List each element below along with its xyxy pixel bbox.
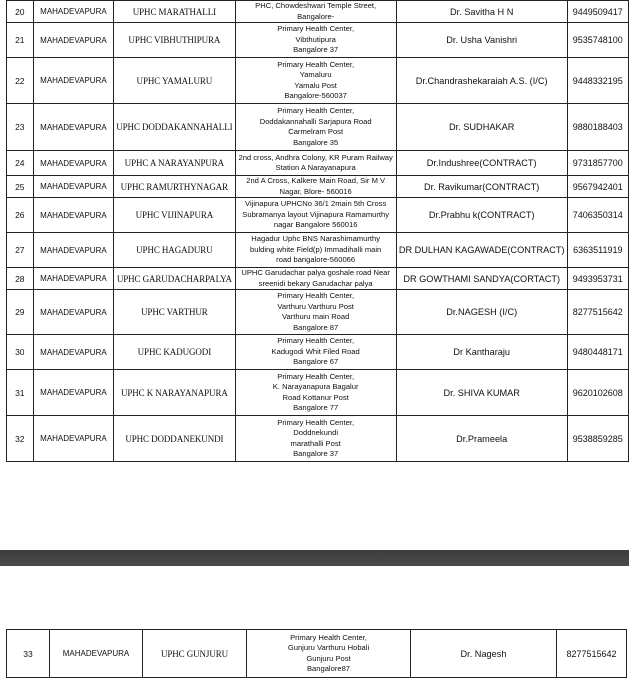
serial-number-cell: 30 bbox=[7, 335, 34, 370]
table-row bbox=[7, 58, 629, 104]
serial-number-cell: 33 bbox=[7, 630, 50, 678]
table-row bbox=[7, 23, 629, 58]
phone-number-cell: 8277515642 bbox=[557, 630, 627, 678]
center-name-cell: UPHC RAMURTHYNAGAR bbox=[114, 176, 235, 198]
table-row bbox=[7, 290, 629, 335]
serial-number-cell: 29 bbox=[7, 290, 34, 335]
address-line: Gunjuru Varthuru Hobali bbox=[287, 643, 370, 652]
health-centers-table bbox=[6, 0, 629, 462]
address-line: Varthuru Varthuru Post bbox=[277, 301, 354, 311]
phone-number-cell: 9880188403 bbox=[567, 104, 628, 151]
address-line: Bangalore 37 bbox=[293, 449, 339, 458]
address-line: Carmelram Post bbox=[288, 127, 344, 136]
address-line: Primary Health Center, bbox=[277, 24, 355, 34]
table-row bbox=[7, 1, 629, 23]
phone-number-cell: 9538859285 bbox=[567, 416, 628, 462]
address-cell bbox=[235, 1, 396, 23]
center-name-cell: UPHC KADUGODI bbox=[114, 335, 235, 370]
doctor-name-cell: Dr.Chandrashekaraiah A.S. (I/C) bbox=[396, 58, 567, 104]
center-name-cell: UPHC VIBHUTHIPURA bbox=[114, 23, 235, 58]
doctor-name-cell: Dr.Prabhu k(CONTRACT) bbox=[396, 198, 567, 233]
address-line: Hagadur Uphc BNS Narashimamurthy bbox=[251, 234, 381, 244]
doctor-name-cell: Dr. Ravikumar(CONTRACT) bbox=[396, 176, 567, 198]
center-name-cell: UPHC VIJINAPURA bbox=[114, 198, 235, 233]
phone-number-cell: 7406350314 bbox=[567, 198, 628, 233]
serial-number-cell: 22 bbox=[7, 58, 34, 104]
serial-number-cell: 20 bbox=[7, 1, 34, 23]
address-line: Bangalore- bbox=[297, 11, 335, 21]
address-cell bbox=[235, 58, 396, 104]
address-line: Bangalore 37 bbox=[293, 45, 339, 55]
doctor-name-cell: Dr. SHIVA KUMAR bbox=[396, 370, 567, 416]
doctor-name-cell: DR GOWTHAMI SANDYA(CORTACT) bbox=[396, 268, 567, 290]
zone-cell: MAHADEVAPURA bbox=[33, 233, 114, 268]
zone-cell: MAHADEVAPURA bbox=[33, 58, 114, 104]
address-line: Yamaluru bbox=[299, 70, 332, 79]
center-name-cell: UPHC DODDAKANNAHALLI bbox=[114, 104, 235, 151]
doctor-name-cell: Dr. SUDHAKAR bbox=[396, 104, 567, 151]
address-line: Primary Health Center, bbox=[277, 371, 355, 381]
zone-cell: MAHADEVAPURA bbox=[33, 104, 114, 151]
zone-cell: MAHADEVAPURA bbox=[33, 1, 114, 23]
table-row bbox=[7, 416, 629, 462]
address-cell bbox=[235, 233, 396, 268]
phone-number-cell: 9448332195 bbox=[567, 58, 628, 104]
health-centers-table-continued bbox=[6, 629, 627, 678]
phone-number-cell: 8277515642 bbox=[567, 290, 628, 335]
page-break-divider bbox=[0, 550, 629, 566]
address-line: Doddakannahalli Sarjapura Road bbox=[259, 116, 372, 126]
serial-number-cell: 32 bbox=[7, 416, 34, 462]
address-line: Station A Narayanapura bbox=[275, 163, 356, 172]
address-line: Bangalore 87 bbox=[293, 322, 339, 332]
zone-cell: MAHADEVAPURA bbox=[33, 370, 114, 416]
address-line: Bangalore-560037 bbox=[284, 91, 347, 100]
doctor-name-cell: DR DULHAN KAGAWADE(CONTRACT) bbox=[396, 233, 567, 268]
address-cell bbox=[235, 151, 396, 176]
table-row bbox=[7, 151, 629, 176]
address-line: Subramanya layout Vijinapura Ramamurthy bbox=[242, 209, 390, 219]
doctor-name-cell: Dr.NAGESH (I/C) bbox=[396, 290, 567, 335]
center-name-cell: UPHC HAGADURU bbox=[114, 233, 235, 268]
address-line: Primary Health Center, bbox=[277, 417, 355, 427]
serial-number-cell: 25 bbox=[7, 176, 34, 198]
table-row bbox=[7, 233, 629, 268]
table-row bbox=[7, 630, 627, 678]
address-cell bbox=[235, 370, 396, 416]
address-cell bbox=[235, 290, 396, 335]
phone-number-cell: 9620102608 bbox=[567, 370, 628, 416]
zone-cell: MAHADEVAPURA bbox=[33, 23, 114, 58]
doctor-name-cell: Dr. Usha Vanishri bbox=[396, 23, 567, 58]
address-line: PHC, Chowdeshwari Temple Street, bbox=[255, 1, 377, 10]
serial-number-cell: 23 bbox=[7, 104, 34, 151]
address-line: Bangalore 35 bbox=[293, 137, 339, 147]
center-name-cell: UPHC MARATHALLI bbox=[114, 1, 235, 23]
phone-number-cell: 9731857700 bbox=[567, 151, 628, 176]
zone-cell: MAHADEVAPURA bbox=[33, 416, 114, 462]
address-line: Varthuru main Road bbox=[281, 312, 350, 321]
address-line: 2nd A Cross, Kalkere Main Road, Sir M V bbox=[246, 176, 386, 185]
address-line: bulding white Field(p) Immadihalli main bbox=[250, 244, 382, 254]
center-name-cell: UPHC VARTHUR bbox=[114, 290, 235, 335]
center-name-cell: UPHC K NARAYANAPURA bbox=[114, 370, 235, 416]
center-name-cell: UPHC A NARAYANPURA bbox=[114, 151, 235, 176]
address-line: Primary Health Center, bbox=[277, 59, 355, 69]
address-line: Gunjuru Post bbox=[306, 653, 351, 663]
address-line: nagar Bangalore 560016 bbox=[273, 220, 358, 230]
phone-number-cell: 9449509417 bbox=[567, 1, 628, 23]
address-cell bbox=[235, 198, 396, 233]
table-row bbox=[7, 176, 629, 198]
address-line: Kadugodi Whit Filed Road bbox=[271, 346, 360, 356]
address-line: UPHC Garudachar palya goshale road Near bbox=[241, 268, 390, 277]
zone-cell: MAHADEVAPURA bbox=[33, 198, 114, 233]
phone-number-cell: 6363511919 bbox=[567, 233, 628, 268]
address-line: 2nd cross, Andhra Colony, KR Puram Railway bbox=[238, 152, 393, 162]
zone-cell: MAHADEVAPURA bbox=[50, 630, 143, 678]
doctor-name-cell: Dr. Savitha H N bbox=[396, 1, 567, 23]
address-line: Nagar, Blore- 560016 bbox=[279, 186, 352, 196]
zone-cell: MAHADEVAPURA bbox=[33, 176, 114, 198]
phone-number-cell: 9480448171 bbox=[567, 335, 628, 370]
zone-cell: MAHADEVAPURA bbox=[33, 335, 114, 370]
address-line: Primary Health Center, bbox=[277, 336, 355, 346]
document-page-2 bbox=[0, 566, 629, 680]
table-row bbox=[7, 268, 629, 290]
address-cell bbox=[247, 630, 411, 678]
address-line: Bangalore 67 bbox=[293, 357, 339, 367]
serial-number-cell: 28 bbox=[7, 268, 34, 290]
address-line: Vijinapura UPHCNo 36/1 2main 5th Cross bbox=[245, 199, 387, 209]
address-line: Bangalore87 bbox=[306, 664, 351, 673]
address-cell bbox=[235, 268, 396, 290]
address-cell bbox=[235, 23, 396, 58]
address-cell bbox=[235, 104, 396, 151]
table-row bbox=[7, 104, 629, 151]
address-line: Vibthutipura bbox=[295, 34, 336, 44]
doctor-name-cell: Dr.Indushree(CONTRACT) bbox=[396, 151, 567, 176]
address-line: K. Narayanapura Bagalur bbox=[272, 382, 359, 391]
serial-number-cell: 31 bbox=[7, 370, 34, 416]
phone-number-cell: 9567942401 bbox=[567, 176, 628, 198]
center-name-cell: UPHC GARUDACHARPALYA bbox=[114, 268, 235, 290]
address-line: Primary Health Center, bbox=[290, 632, 367, 642]
serial-number-cell: 26 bbox=[7, 198, 34, 233]
center-name-cell: UPHC YAMALURU bbox=[114, 58, 235, 104]
table-row bbox=[7, 198, 629, 233]
address-cell bbox=[235, 335, 396, 370]
center-name-cell: UPHC DODDANEKUNDI bbox=[114, 416, 235, 462]
zone-cell: MAHADEVAPURA bbox=[33, 290, 114, 335]
doctor-name-cell: Dr Kantharaju bbox=[396, 335, 567, 370]
zone-cell: MAHADEVAPURA bbox=[33, 151, 114, 176]
table-row bbox=[7, 370, 629, 416]
doctor-name-cell: Dr. Nagesh bbox=[411, 630, 557, 678]
address-line: Primary Health Center, bbox=[277, 291, 355, 300]
address-line: road bangalore-560066 bbox=[276, 255, 356, 265]
address-line: Yamalu Post bbox=[294, 80, 337, 90]
address-line: Road Kottanur Post bbox=[282, 392, 349, 402]
address-line: sreenidi bekary Garudachar palya bbox=[258, 278, 373, 288]
doctor-name-cell: Dr.Prameela bbox=[396, 416, 567, 462]
phone-number-cell: 9493953731 bbox=[567, 268, 628, 290]
zone-cell: MAHADEVAPURA bbox=[33, 268, 114, 290]
serial-number-cell: 27 bbox=[7, 233, 34, 268]
serial-number-cell: 21 bbox=[7, 23, 34, 58]
address-cell bbox=[235, 416, 396, 462]
phone-number-cell: 9535748100 bbox=[567, 23, 628, 58]
address-cell bbox=[235, 176, 396, 198]
table-row bbox=[7, 335, 629, 370]
address-line: Doddnekundi bbox=[293, 428, 339, 437]
address-line: Primary Health Center, bbox=[277, 106, 355, 115]
address-line: Bangalore 77 bbox=[293, 403, 339, 412]
serial-number-cell: 24 bbox=[7, 151, 34, 176]
address-line: marathalli Post bbox=[290, 438, 341, 448]
center-name-cell: UPHC GUNJURU bbox=[143, 630, 247, 678]
